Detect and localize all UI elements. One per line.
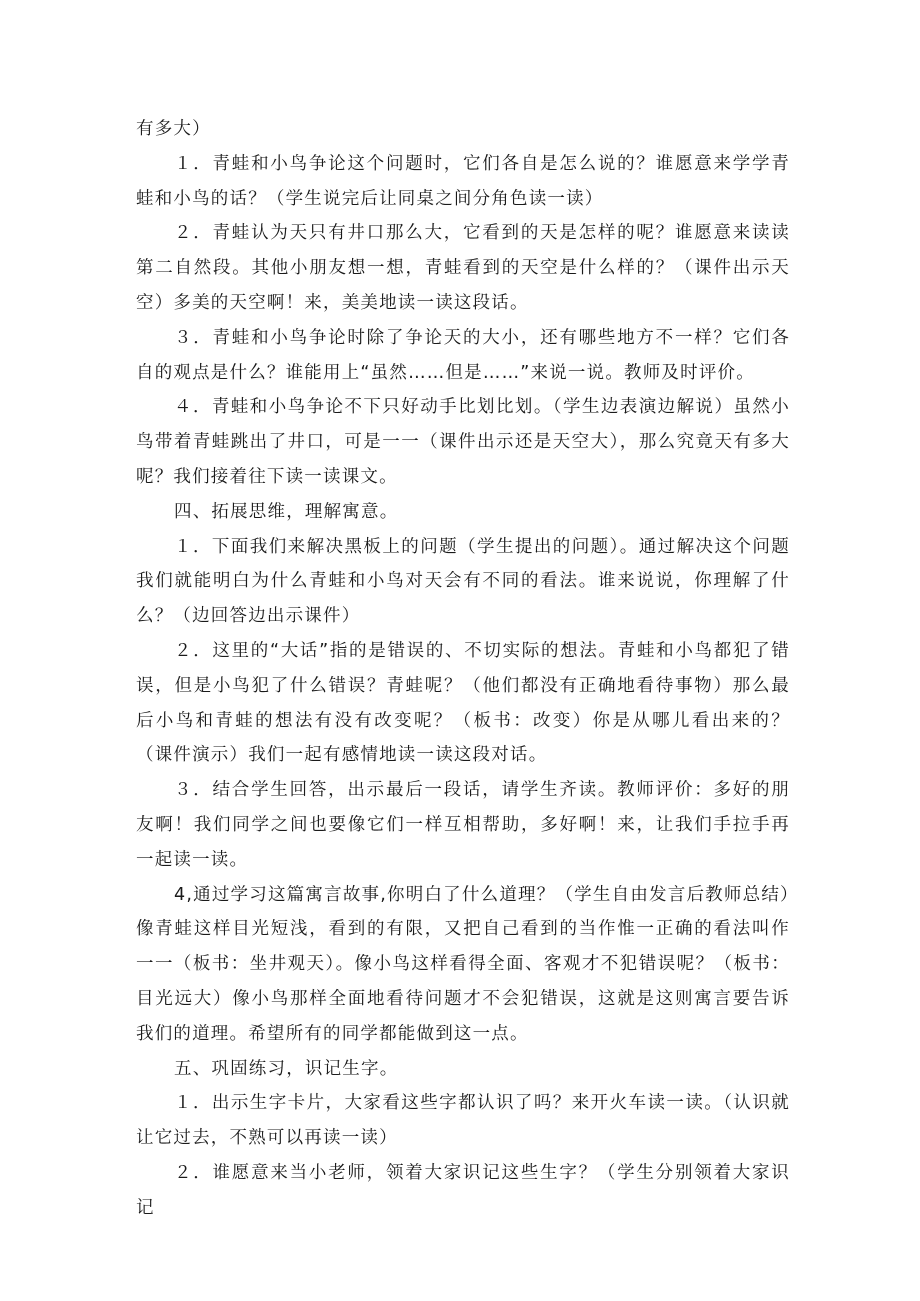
paragraph-item-2: ２．青蛙认为天只有井口那么大，它看到的天是怎样的呢？谁愿意来读读第二自然段。其他小朋友想一想，青蛙看到的天空是什么样的？（课件出示天空）多美的天空啊！来，美美地读一读这段话。 [136, 223, 790, 313]
paragraph-item-2: ２．这里的“大话”指的是错误的、不切实际的想法。青蛙和小鸟都犯了错误，但是小鸟犯了什么错误？青蛙呢？（他们都没有正确地看待事物）那么最后小鸟和青蛙的想法有没有改变呢？（板书：改变）你是从哪儿看出来的？（课件演示）我们一起有感情地读一读这段对话。 [136, 640, 790, 766]
paragraph-continuation: 有多大） [136, 119, 211, 139]
paragraph-item-1: １．下面我们来解决黑板上的问题（学生提出的问题）。通过解决这个问题我们就能明白为什么青蛙和小鸟对天会有不同的看法。谁来说说，你理解了什么？（边回答边出示课件） [136, 536, 790, 627]
paragraph-item-2: ２．谁愿意来当小老师，领着大家识记这些生字？（学生分别领着大家识记 [136, 1162, 790, 1218]
paragraph-item-3: ３．结合学生回答，出示最后一段话，请学生齐读。教师评价：多好的朋友啊！我们同学之间也要像它们一样互相帮助，多好啊！来，让我们手拉手再一起读一读。 [136, 780, 790, 870]
paragraph-item-3: ３．青蛙和小鸟争论时除了争论天的大小，还有哪些地方不一样？它们各自的观点是什么？谁能用上“虽然……但是……”来说一说。教师及时评价。 [136, 327, 790, 383]
paragraph-item-4: ４．青蛙和小鸟争论不下只好动手比划比划。（学生边表演边解说）虽然小鸟带着青蛙跳出了井口，可是一一（课件出示还是天空大），那么究竟天有多大呢？我们接着往下读一读课文。 [136, 397, 790, 487]
section-heading-4: 四、拓展思维，理解寓意。 [174, 501, 399, 522]
paragraph-item-1: １．青蛙和小鸟争论这个问题时，它们各自是怎么说的？谁愿意来学学青蛙和小鸟的话？（学生说完后让同桌之间分角色读一读） [136, 153, 790, 209]
document-body [136, 112, 790, 1226]
paragraph-item-1: １．出示生字卡片，大家看这些字都认识了吗？来开火车读一读。（认识就让它过去，不熟可以再读一读） [136, 1093, 790, 1149]
paragraph-item-4: 4,通过学习这篇寓言故事,你明白了什么道理？（学生自由发言后教师总结）像青蛙这样目光短浅，看到的有限，又把自己看到的当作惟一正确的看法叫作一一（板书：坐井观天）。像小鸟这样看得全面、客观才不犯错误呢？（板书：目光远大）像小鸟那样全面地看待问题才不会犯错误，这就是这则寓言要告诉我们的道理。希望所有的同学都能做到这一点。 [136, 884, 790, 1044]
section-heading-5: 五、巩固练习，识记生字。 [174, 1058, 399, 1079]
